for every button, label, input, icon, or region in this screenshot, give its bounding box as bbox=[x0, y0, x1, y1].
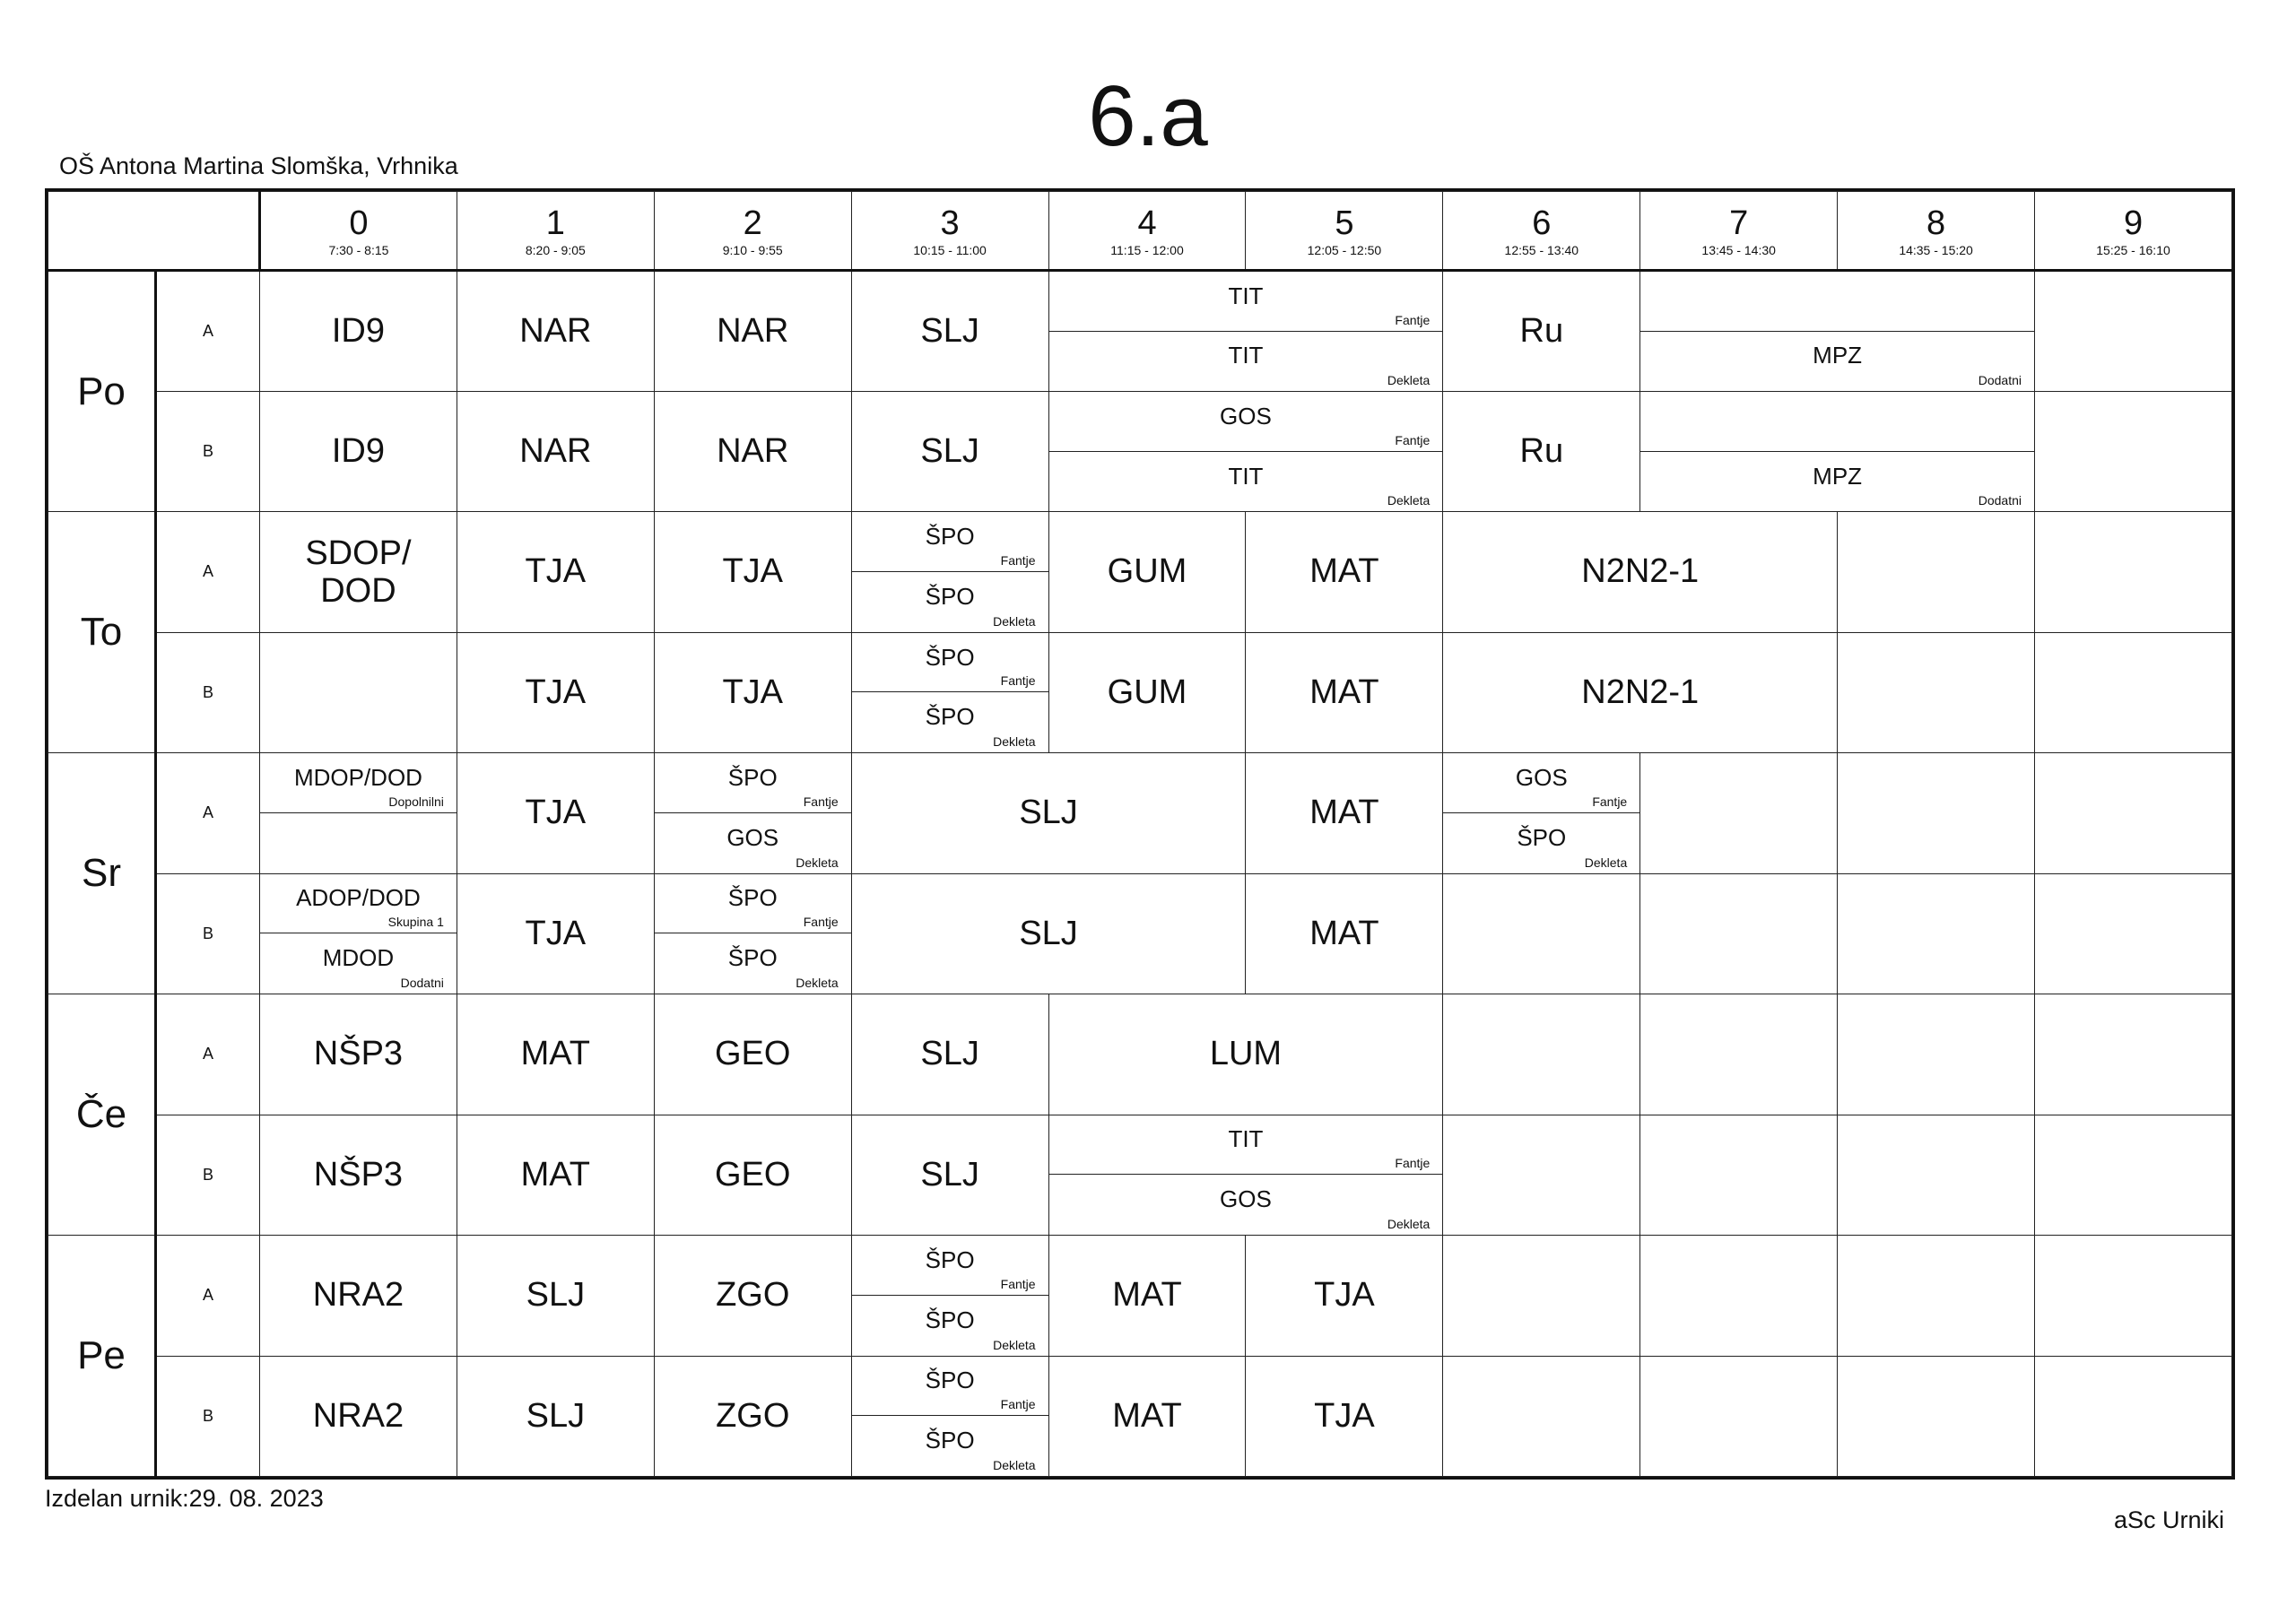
row-sr-b bbox=[48, 873, 2232, 994]
empty-cell bbox=[1640, 873, 1838, 994]
period-header-8: 8 14:35 - 15:20 bbox=[1838, 192, 2035, 271]
page-title: 6.a bbox=[1088, 68, 1208, 164]
lesson-split-cell bbox=[1443, 753, 1640, 873]
generator-label: aSc Urniki bbox=[2113, 1506, 2224, 1533]
lesson-cell: TJA bbox=[654, 632, 851, 752]
empty-cell bbox=[2035, 271, 2232, 391]
timetable-table bbox=[48, 191, 2232, 1477]
row-sr-a bbox=[48, 753, 2232, 873]
group-label: Fantje bbox=[1395, 432, 1431, 447]
group-label: Fantje bbox=[1000, 1397, 1036, 1412]
lesson-cell: MAT bbox=[1246, 873, 1443, 994]
empty-cell bbox=[1443, 1115, 1640, 1235]
lesson-cell: MAT bbox=[457, 994, 654, 1115]
empty-cell bbox=[2035, 632, 2232, 752]
lesson-split-cell bbox=[851, 1356, 1048, 1476]
week-label: B bbox=[156, 1115, 260, 1235]
lesson-subject: MPZ bbox=[1813, 462, 1863, 490]
lesson-split-cell bbox=[654, 753, 851, 873]
lesson-cell: TJA bbox=[457, 632, 654, 752]
lesson-subject: ŠPO bbox=[727, 764, 778, 791]
group-label: Dekleta bbox=[1387, 1217, 1431, 1232]
lesson-cell: SLJ bbox=[457, 1356, 654, 1476]
lesson-split-cell bbox=[851, 1236, 1048, 1356]
lesson-cell: GEO bbox=[654, 994, 851, 1115]
period-header-4: 4 11:15 - 12:00 bbox=[1048, 192, 1246, 271]
school-name: OŠ Antona Martina Slomška, Vrhnika bbox=[59, 152, 458, 179]
lesson-subject: GOS bbox=[1220, 402, 1272, 430]
lesson-cell: TJA bbox=[457, 512, 654, 632]
row-pe-b bbox=[48, 1356, 2232, 1476]
week-label: A bbox=[156, 994, 260, 1115]
lesson-split-cell bbox=[260, 753, 457, 873]
lesson-cell: SLJ bbox=[851, 753, 1246, 873]
lesson-cell: TJA bbox=[457, 753, 654, 873]
group-label: Fantje bbox=[1000, 673, 1036, 689]
lesson-cell: Ru bbox=[1443, 271, 1640, 391]
day-label-pe: Pe bbox=[48, 1236, 156, 1477]
corner-cell bbox=[48, 192, 260, 271]
empty-cell bbox=[1443, 1236, 1640, 1356]
lesson-cell: SLJ bbox=[457, 1236, 654, 1356]
lesson-cell: MAT bbox=[1048, 1356, 1246, 1476]
period-header-5: 5 12:05 - 12:50 bbox=[1246, 192, 1443, 271]
empty-cell bbox=[1838, 512, 2035, 632]
group-label: Fantje bbox=[1000, 552, 1036, 568]
lesson-subject: TIT bbox=[1228, 342, 1264, 369]
lesson-cell: SLJ bbox=[851, 271, 1048, 391]
lesson-split-cell bbox=[654, 873, 851, 994]
created-date: Izdelan urnik:29. 08. 2023 bbox=[45, 1485, 324, 1512]
group-label: Fantje bbox=[1592, 794, 1628, 809]
empty-cell bbox=[2035, 994, 2232, 1115]
lesson-subject: ŠPO bbox=[925, 643, 975, 671]
empty-cell bbox=[1640, 1115, 1838, 1235]
group-label: Dekleta bbox=[993, 1458, 1036, 1472]
lesson-subject: ŠPO bbox=[727, 884, 778, 912]
lesson-cell: SLJ bbox=[851, 1115, 1048, 1235]
lesson-split-cell bbox=[1048, 391, 1443, 511]
lesson-subject: GOS bbox=[726, 823, 779, 851]
lesson-cell: Ru bbox=[1443, 391, 1640, 511]
period-header-row bbox=[48, 192, 2232, 271]
lesson-cell: NRA2 bbox=[260, 1356, 457, 1476]
lesson-subject: ŠPO bbox=[925, 1427, 975, 1454]
lesson-cell: NAR bbox=[654, 391, 851, 511]
period-header-2: 2 9:10 - 9:55 bbox=[654, 192, 851, 271]
lesson-subject: ŠPO bbox=[925, 1245, 975, 1273]
day-label-po: Po bbox=[48, 271, 156, 512]
lesson-cell: LUM bbox=[1048, 994, 1443, 1115]
lesson-split-cell bbox=[851, 512, 1048, 632]
empty-cell bbox=[1443, 1356, 1640, 1476]
lesson-cell: N2N2-1 bbox=[1443, 512, 1838, 632]
week-label: B bbox=[156, 1356, 260, 1476]
day-label-ce: Če bbox=[48, 994, 156, 1236]
lesson-split-cell bbox=[1048, 271, 1443, 391]
group-label: Dopolnilni bbox=[388, 794, 444, 809]
week-label: A bbox=[156, 1236, 260, 1356]
empty-cell bbox=[1640, 1236, 1838, 1356]
group-label: Dekleta bbox=[1387, 372, 1431, 387]
group-label: Fantje bbox=[803, 915, 839, 930]
empty-cell bbox=[1640, 1356, 1838, 1476]
empty-cell bbox=[1443, 994, 1640, 1115]
period-header-3: 3 10:15 - 11:00 bbox=[851, 192, 1048, 271]
empty-cell bbox=[2035, 1236, 2232, 1356]
lesson-subject: ADOP/DOD bbox=[296, 884, 421, 912]
lesson-subject: MPZ bbox=[1813, 342, 1863, 369]
lesson-cell: GUM bbox=[1048, 632, 1246, 752]
group-label: Dekleta bbox=[993, 1337, 1036, 1352]
period-header-0: 0 7:30 - 8:15 bbox=[260, 192, 457, 271]
group-label: Fantje bbox=[803, 794, 839, 809]
lesson-subject: ŠPO bbox=[925, 1367, 975, 1394]
group-label: Fantje bbox=[1395, 312, 1431, 327]
lesson-subject: GOS bbox=[1220, 1185, 1272, 1213]
lesson-cell: GUM bbox=[1048, 512, 1246, 632]
empty-cell bbox=[1443, 873, 1640, 994]
empty-cell bbox=[1640, 753, 1838, 873]
lesson-cell: NŠP3 bbox=[260, 994, 457, 1115]
group-label: Skupina 1 bbox=[387, 915, 444, 930]
lesson-subject: ŠPO bbox=[925, 523, 975, 551]
lesson-subject: ŠPO bbox=[727, 944, 778, 972]
lesson-subject: MDOD bbox=[322, 944, 395, 972]
lesson-subject: ŠPO bbox=[925, 703, 975, 731]
period-header-7: 7 13:45 - 14:30 bbox=[1640, 192, 1838, 271]
empty-cell bbox=[1838, 1115, 2035, 1235]
lesson-cell: MAT bbox=[1048, 1236, 1246, 1356]
lesson-cell: NRA2 bbox=[260, 1236, 457, 1356]
day-label-sr: Sr bbox=[48, 753, 156, 994]
lesson-subject: MDOP/DOD bbox=[293, 764, 422, 791]
lesson-split-cell bbox=[1048, 1115, 1443, 1235]
group-label: Dodatni bbox=[400, 976, 444, 991]
group-label: Dekleta bbox=[796, 855, 839, 870]
day-label-to: To bbox=[48, 512, 156, 753]
empty-cell bbox=[260, 632, 457, 752]
group-label: Dodatni bbox=[1978, 493, 2022, 508]
lesson-cell: ID9 bbox=[260, 271, 457, 391]
lesson-cell: TJA bbox=[654, 512, 851, 632]
period-header-9: 9 15:25 - 16:10 bbox=[2035, 192, 2232, 271]
group-label: Dekleta bbox=[1387, 493, 1431, 508]
lesson-cell: NAR bbox=[457, 391, 654, 511]
lesson-cell: SLJ bbox=[851, 873, 1246, 994]
lesson-split-cell bbox=[851, 632, 1048, 752]
empty-cell bbox=[1640, 994, 1838, 1115]
empty-cell bbox=[1838, 1356, 2035, 1476]
lesson-subject: GOS bbox=[1515, 764, 1568, 791]
lesson-cell: TJA bbox=[1246, 1356, 1443, 1476]
lesson-cell: N2N2-1 bbox=[1443, 632, 1838, 752]
lesson-split-cell bbox=[1640, 271, 2035, 391]
empty-cell bbox=[2035, 753, 2232, 873]
empty-cell bbox=[1838, 873, 2035, 994]
lesson-cell: ZGO bbox=[654, 1236, 851, 1356]
week-label: A bbox=[156, 753, 260, 873]
row-ce-b bbox=[48, 1115, 2232, 1235]
group-label: Fantje bbox=[1395, 1156, 1431, 1171]
week-label: B bbox=[156, 632, 260, 752]
lesson-cell: MAT bbox=[1246, 753, 1443, 873]
lesson-subject: TIT bbox=[1228, 1125, 1264, 1153]
lesson-subject: TIT bbox=[1228, 282, 1264, 310]
empty-cell bbox=[2035, 1115, 2232, 1235]
lesson-subject: TIT bbox=[1228, 462, 1264, 490]
lesson-cell: SLJ bbox=[851, 391, 1048, 511]
lesson-cell: SLJ bbox=[851, 994, 1048, 1115]
row-ce-a bbox=[48, 994, 2232, 1115]
empty-cell bbox=[2035, 1356, 2232, 1476]
timetable bbox=[45, 188, 2235, 1480]
empty-cell bbox=[1838, 632, 2035, 752]
row-to-a bbox=[48, 512, 2232, 632]
lesson-cell: TJA bbox=[1246, 1236, 1443, 1356]
group-label: Dekleta bbox=[1584, 855, 1628, 870]
group-label: Dodatni bbox=[1978, 372, 2022, 387]
row-po-a bbox=[48, 271, 2232, 391]
week-label: B bbox=[156, 391, 260, 511]
lesson-cell: NAR bbox=[654, 271, 851, 391]
lesson-cell: MAT bbox=[457, 1115, 654, 1235]
group-label: Dekleta bbox=[993, 734, 1036, 750]
row-pe-a bbox=[48, 1236, 2232, 1356]
week-label: A bbox=[156, 271, 260, 391]
empty-cell bbox=[2035, 512, 2232, 632]
row-po-b bbox=[48, 391, 2232, 511]
empty-cell bbox=[1838, 994, 2035, 1115]
week-label: B bbox=[156, 873, 260, 994]
lesson-subject: ŠPO bbox=[1517, 823, 1567, 851]
group-label: Fantje bbox=[1000, 1276, 1036, 1291]
row-to-b bbox=[48, 632, 2232, 752]
empty-cell bbox=[1838, 753, 2035, 873]
group-label: Dekleta bbox=[993, 613, 1036, 629]
lesson-cell: ID9 bbox=[260, 391, 457, 511]
lesson-cell: NAR bbox=[457, 271, 654, 391]
group-label: Dekleta bbox=[796, 976, 839, 991]
lesson-split-cell bbox=[260, 873, 457, 994]
lesson-cell: MAT bbox=[1246, 512, 1443, 632]
week-label: A bbox=[156, 512, 260, 632]
lesson-subject: ŠPO bbox=[925, 582, 975, 610]
empty-cell bbox=[2035, 391, 2232, 511]
lesson-cell: GEO bbox=[654, 1115, 851, 1235]
lesson-cell: SDOP/ DOD bbox=[260, 512, 457, 632]
lesson-split-cell bbox=[1640, 391, 2035, 511]
lesson-cell: NŠP3 bbox=[260, 1115, 457, 1235]
period-header-6: 6 12:55 - 13:40 bbox=[1443, 192, 1640, 271]
lesson-cell: MAT bbox=[1246, 632, 1443, 752]
lesson-subject: ŠPO bbox=[925, 1306, 975, 1333]
lesson-cell: ZGO bbox=[654, 1356, 851, 1476]
empty-cell bbox=[1838, 1236, 2035, 1356]
period-header-1: 1 8:20 - 9:05 bbox=[457, 192, 654, 271]
lesson-cell: TJA bbox=[457, 873, 654, 994]
empty-cell bbox=[2035, 873, 2232, 994]
